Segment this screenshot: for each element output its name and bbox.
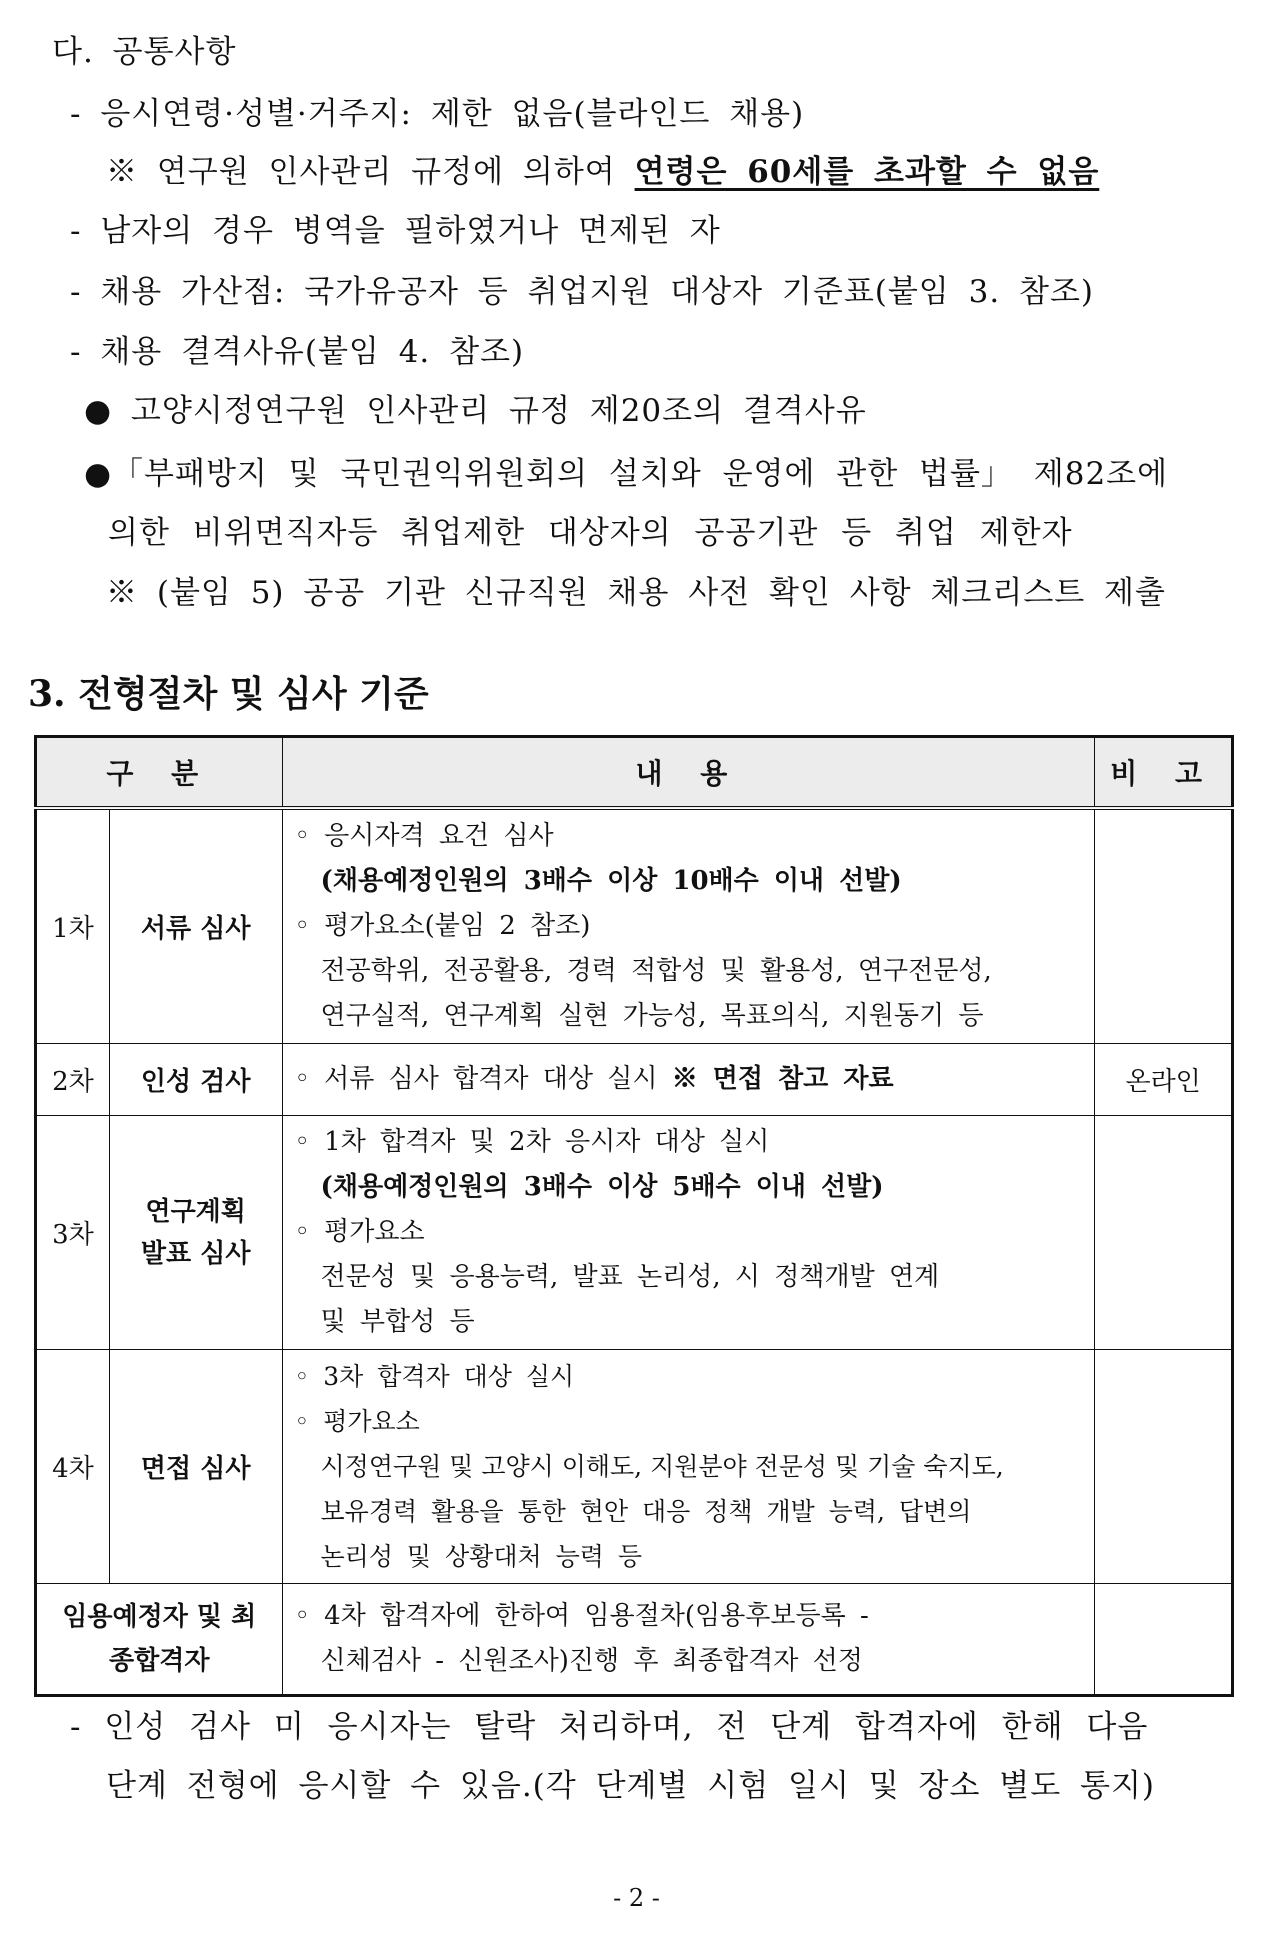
table-row bbox=[36, 808, 1233, 1044]
stage-name: 연구계획 발표 심사 bbox=[109, 1116, 282, 1350]
note-line: ※ (붙임 5) 공공 기관 신규직원 채용 사전 확인 사항 체크리스트 제출 bbox=[106, 575, 1166, 611]
bullet-item: ●「부패방지 및 국민권익위원회의 설치와 운영에 관한 법률」 제82조에 bbox=[84, 456, 1169, 492]
content-line: 및 부합성 등 bbox=[320, 1307, 475, 1337]
stage: 4차 bbox=[36, 1350, 110, 1584]
bullet-continuation: 의한 비위면직자등 취업제한 대상자의 공공기관 등 취업 제한자 bbox=[108, 515, 1073, 551]
note bbox=[1095, 1350, 1233, 1584]
selection-process-table bbox=[34, 735, 1234, 1697]
content-line: 논리성 및 상황대처 능력 등 bbox=[320, 1542, 642, 1571]
content-line: 신체검사 - 신원조사)진행 후 최종합격자 선정 bbox=[320, 1646, 863, 1676]
content-line: ◦ 4차 합격자에 한하여 임용절차(임용후보등록 - bbox=[294, 1601, 869, 1631]
table-row bbox=[36, 1116, 1233, 1350]
stage: 1차 bbox=[36, 808, 110, 1044]
content-line: ※ 면접 참고 자료 bbox=[671, 1064, 894, 1094]
content bbox=[282, 1584, 1095, 1696]
note bbox=[1095, 1584, 1233, 1696]
content bbox=[282, 1116, 1095, 1350]
bullet-item: ● 고양시정연구원 인사관리 규정 제20조의 결격사유 bbox=[84, 393, 867, 429]
list-item: - 채용 가산점: 국가유공자 등 취업지원 대상자 기준표(붙임 3. 참조) bbox=[70, 274, 1095, 310]
footer-line: 단계 전형에 응시할 수 있음.(각 단계별 시험 일시 및 장소 별도 통지) bbox=[106, 1768, 1156, 1804]
table-row bbox=[36, 1044, 1233, 1116]
content-line: ◦ 3차 합격자 대상 실시 bbox=[294, 1362, 575, 1391]
stage: 2차 bbox=[36, 1044, 110, 1116]
note-line bbox=[106, 152, 1099, 192]
note: 온라인 bbox=[1095, 1044, 1233, 1116]
content-line: 시정연구원 및 고양시 이해도, 지원분야 전문성 및 기술 숙지도, bbox=[320, 1452, 1004, 1481]
header-note: 비 고 bbox=[1095, 737, 1233, 809]
content-line: 연구실적, 연구계획 실현 가능성, 목표의식, 지원동기 등 bbox=[320, 1001, 984, 1031]
content-line: ◦ 평가요소 bbox=[294, 1407, 420, 1436]
stage: 3차 bbox=[36, 1116, 110, 1350]
content-line: 보유경력 활용을 통한 현안 대응 정책 개발 능력, 답변의 bbox=[320, 1497, 972, 1526]
list-item: - 남자의 경우 병역을 필하였거나 면제된 자 bbox=[70, 213, 721, 249]
age-limit-text: 연령은 60세를 초과할 수 없음 bbox=[634, 154, 1100, 190]
note bbox=[1095, 808, 1233, 1044]
content bbox=[282, 808, 1095, 1044]
header-content: 내 용 bbox=[282, 737, 1095, 809]
stage-name: 서류 심사 bbox=[109, 808, 282, 1044]
content-line: ◦ 평가요소(붙임 2 참조) bbox=[294, 911, 591, 941]
list-item: - 채용 결격사유(붙임 4. 참조) bbox=[70, 334, 525, 370]
content-line: 전공학위, 전공활용, 경력 적합성 및 활용성, 연구전문성, bbox=[320, 956, 992, 986]
content-line: (채용예정인원의 3배수 이상 5배수 이내 선발) bbox=[320, 1172, 884, 1202]
content-line: ◦ 평가요소 bbox=[294, 1217, 425, 1247]
stage-name: 임용예정자 및 최종합격자 bbox=[36, 1584, 283, 1696]
content-line: 전문성 및 응용능력, 발표 논리성, 시 정책개발 연계 bbox=[320, 1262, 940, 1292]
list-item: - 응시연령·성별·거주지: 제한 없음(블라인드 채용) bbox=[70, 96, 805, 132]
section-heading: 3. 전형절차 및 심사 기준 bbox=[28, 673, 429, 715]
content bbox=[282, 1044, 1095, 1116]
content-line: ◦ 응시자격 요건 심사 bbox=[294, 821, 554, 851]
header-category: 구 분 bbox=[36, 737, 283, 809]
section-title: 다. 공통사항 bbox=[52, 34, 237, 70]
content-line: ◦ 서류 심사 합격자 대상 실시 bbox=[294, 1064, 672, 1094]
table-row bbox=[36, 1584, 1233, 1696]
stage-name: 인성 검사 bbox=[109, 1044, 282, 1116]
footer-line: - 인성 검사 미 응시자는 탈락 처리하며, 전 단계 합격자에 한해 다음 bbox=[70, 1709, 1149, 1745]
content bbox=[282, 1350, 1095, 1584]
page-number: - 2 - bbox=[613, 1884, 660, 1912]
content-line: ◦ 1차 합격자 및 2차 응시자 대상 실시 bbox=[294, 1127, 770, 1157]
table-row bbox=[36, 1350, 1233, 1584]
stage-name: 면접 심사 bbox=[109, 1350, 282, 1584]
note bbox=[1095, 1116, 1233, 1350]
note-text: ※ 연구원 인사관리 규정에 의하여 bbox=[106, 154, 635, 190]
content-line: (채용예정인원의 3배수 이상 10배수 이내 선발) bbox=[320, 866, 902, 896]
